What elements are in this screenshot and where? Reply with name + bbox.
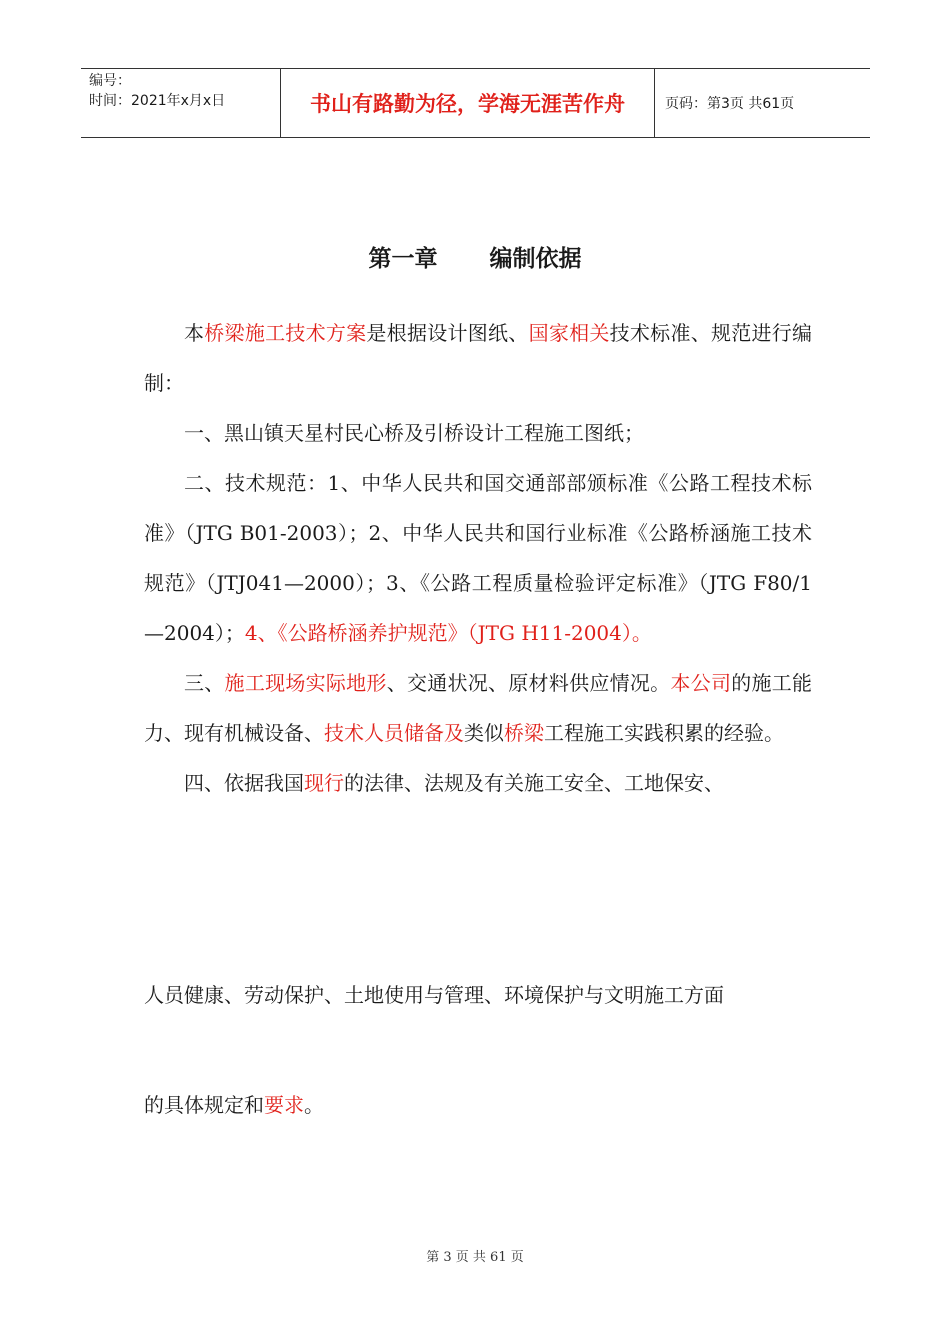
- item-text: 的施工能力、现有机械设备、: [144, 671, 813, 745]
- item-text: 的具体规定和: [144, 1093, 264, 1117]
- item-text: 工程施工实践积累的经验。: [544, 721, 784, 745]
- list-item-4-end: [144, 1080, 812, 1130]
- intro-text: 是根据设计图纸、: [366, 321, 529, 345]
- highlight-text: 4、《公路桥涵养护规范》（JTG H11-2004）。: [244, 621, 652, 645]
- chapter-title: 编制依据: [489, 246, 582, 272]
- list-item-3: [144, 658, 812, 758]
- document-number-label: 编号：: [89, 73, 131, 89]
- list-item-4: [144, 758, 812, 808]
- document-date: 时间：2021年x月x日: [89, 93, 226, 109]
- highlight-text: 要求: [264, 1093, 304, 1117]
- document-header: [81, 68, 870, 138]
- list-item-4-continued: [144, 970, 812, 1020]
- document-body: [144, 308, 812, 808]
- chapter-number: 第一章: [368, 246, 438, 272]
- highlight-text: 施工现场实际地形: [224, 671, 387, 695]
- item-text: 、交通状况、原材料供应情况。: [386, 671, 671, 695]
- highlight-text: 技术人员储备及: [324, 721, 464, 745]
- chapter-heading: [0, 240, 950, 273]
- item-text: 的法律、法规及有关施工安全、工地保安、: [344, 771, 724, 795]
- highlight-text: 现行: [304, 771, 344, 795]
- page-footer: 第 3 页 共 61 页: [426, 1250, 524, 1265]
- highlight-text: 桥梁施工技术方案: [204, 321, 367, 345]
- item-text: 二、技术规范：1、中华人民共和国交通部部颁标准《公路工程技术标准》（JTG B01-2003）；2、中华人民共和国行业标准《公路桥涵施工技术规范》（JTJ041—2000）；3、《公路工程质量检验评定标准》（JTG F80/1—2004）；: [144, 471, 812, 645]
- intro-text: 技术标准、规范进行编制：: [144, 321, 813, 395]
- item-text: 四、依据我国: [184, 771, 304, 795]
- intro-text: 本: [184, 321, 205, 345]
- highlight-text: 国家相关: [528, 321, 610, 345]
- header-page-info: 页码：第3页 共61页: [665, 96, 795, 112]
- item-text: 三、: [184, 671, 225, 695]
- header-meta-cell: [81, 69, 281, 137]
- list-item-2: [144, 458, 812, 658]
- item-text: 人员健康、劳动保护、土地使用与管理、环境保护与文明施工方面: [144, 983, 724, 1007]
- highlight-text: 桥梁: [504, 721, 544, 745]
- list-item-1: 一、黑山镇天星村民心桥及引桥设计工程施工图纸；: [184, 421, 644, 445]
- item-text: 类似: [464, 721, 504, 745]
- header-motto: 书山有路勤为径，学海无涯苦作舟: [281, 69, 655, 137]
- intro-paragraph: [144, 308, 812, 408]
- item-text: 。: [304, 1093, 324, 1117]
- highlight-text: 本公司: [670, 671, 732, 695]
- item-text-end: [144, 1080, 812, 1130]
